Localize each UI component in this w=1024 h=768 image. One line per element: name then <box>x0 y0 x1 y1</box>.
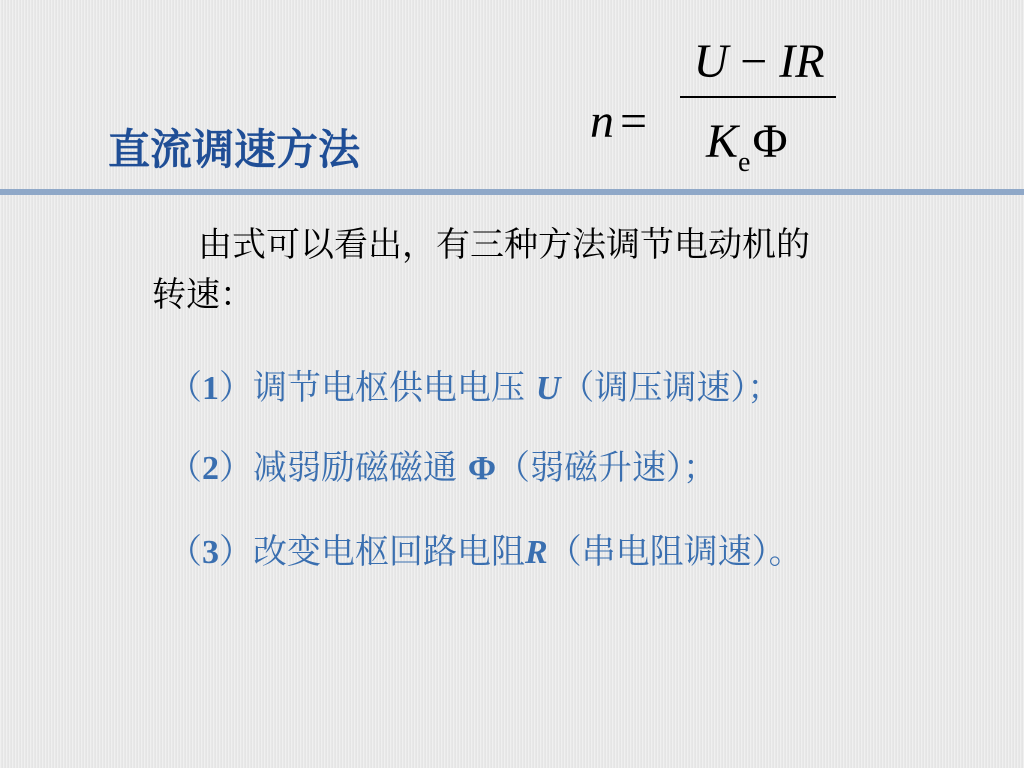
method-3-text: ）改变电枢回路电阻 <box>219 532 525 572</box>
method-1-text: ）调节电枢供电电压 <box>219 368 536 408</box>
formula-phi: Φ <box>752 115 788 168</box>
formula-denominator <box>706 114 788 177</box>
formula-equals: = <box>620 95 648 148</box>
formula-ir: IR <box>779 35 825 88</box>
method-1-number: 1 <box>202 370 219 407</box>
method-3-symbol: R <box>525 534 548 571</box>
formula-numerator <box>682 34 836 90</box>
title-divider <box>0 189 1024 195</box>
method-2-symbol: Φ <box>467 450 497 487</box>
method-item-2 <box>168 446 717 491</box>
method-2-note: （弱磁升速）； <box>496 448 718 488</box>
formula-n: n <box>590 95 614 148</box>
method-item-3 <box>168 530 803 575</box>
method-3-open: （ <box>168 532 202 572</box>
method-1-note: （调压调速）； <box>560 368 782 408</box>
method-3-number: 3 <box>202 534 219 571</box>
formula-u: U <box>693 35 729 88</box>
formula-subscript-e: e <box>738 147 751 178</box>
speed-formula <box>588 30 848 180</box>
method-2-open: （ <box>168 448 202 488</box>
formula-lhs <box>590 94 647 150</box>
intro-paragraph <box>152 220 952 320</box>
formula-minus: − <box>728 35 780 88</box>
method-item-1 <box>168 366 781 411</box>
intro-line-1: 由式可以看出，有三种方法调节电动机的 <box>198 225 810 265</box>
method-3-note: （串电阻调速）。 <box>547 532 803 572</box>
method-1-open: （ <box>168 368 202 408</box>
formula-k: K <box>706 115 739 168</box>
formula-fraction-bar <box>680 96 836 98</box>
method-1-symbol: U <box>535 370 561 407</box>
slide-title: 直流调速方法 <box>108 125 361 174</box>
method-2-text: ）减弱励磁磁通 <box>219 448 468 488</box>
method-2-number: 2 <box>202 450 219 487</box>
intro-line-2: 转速： <box>152 275 254 315</box>
